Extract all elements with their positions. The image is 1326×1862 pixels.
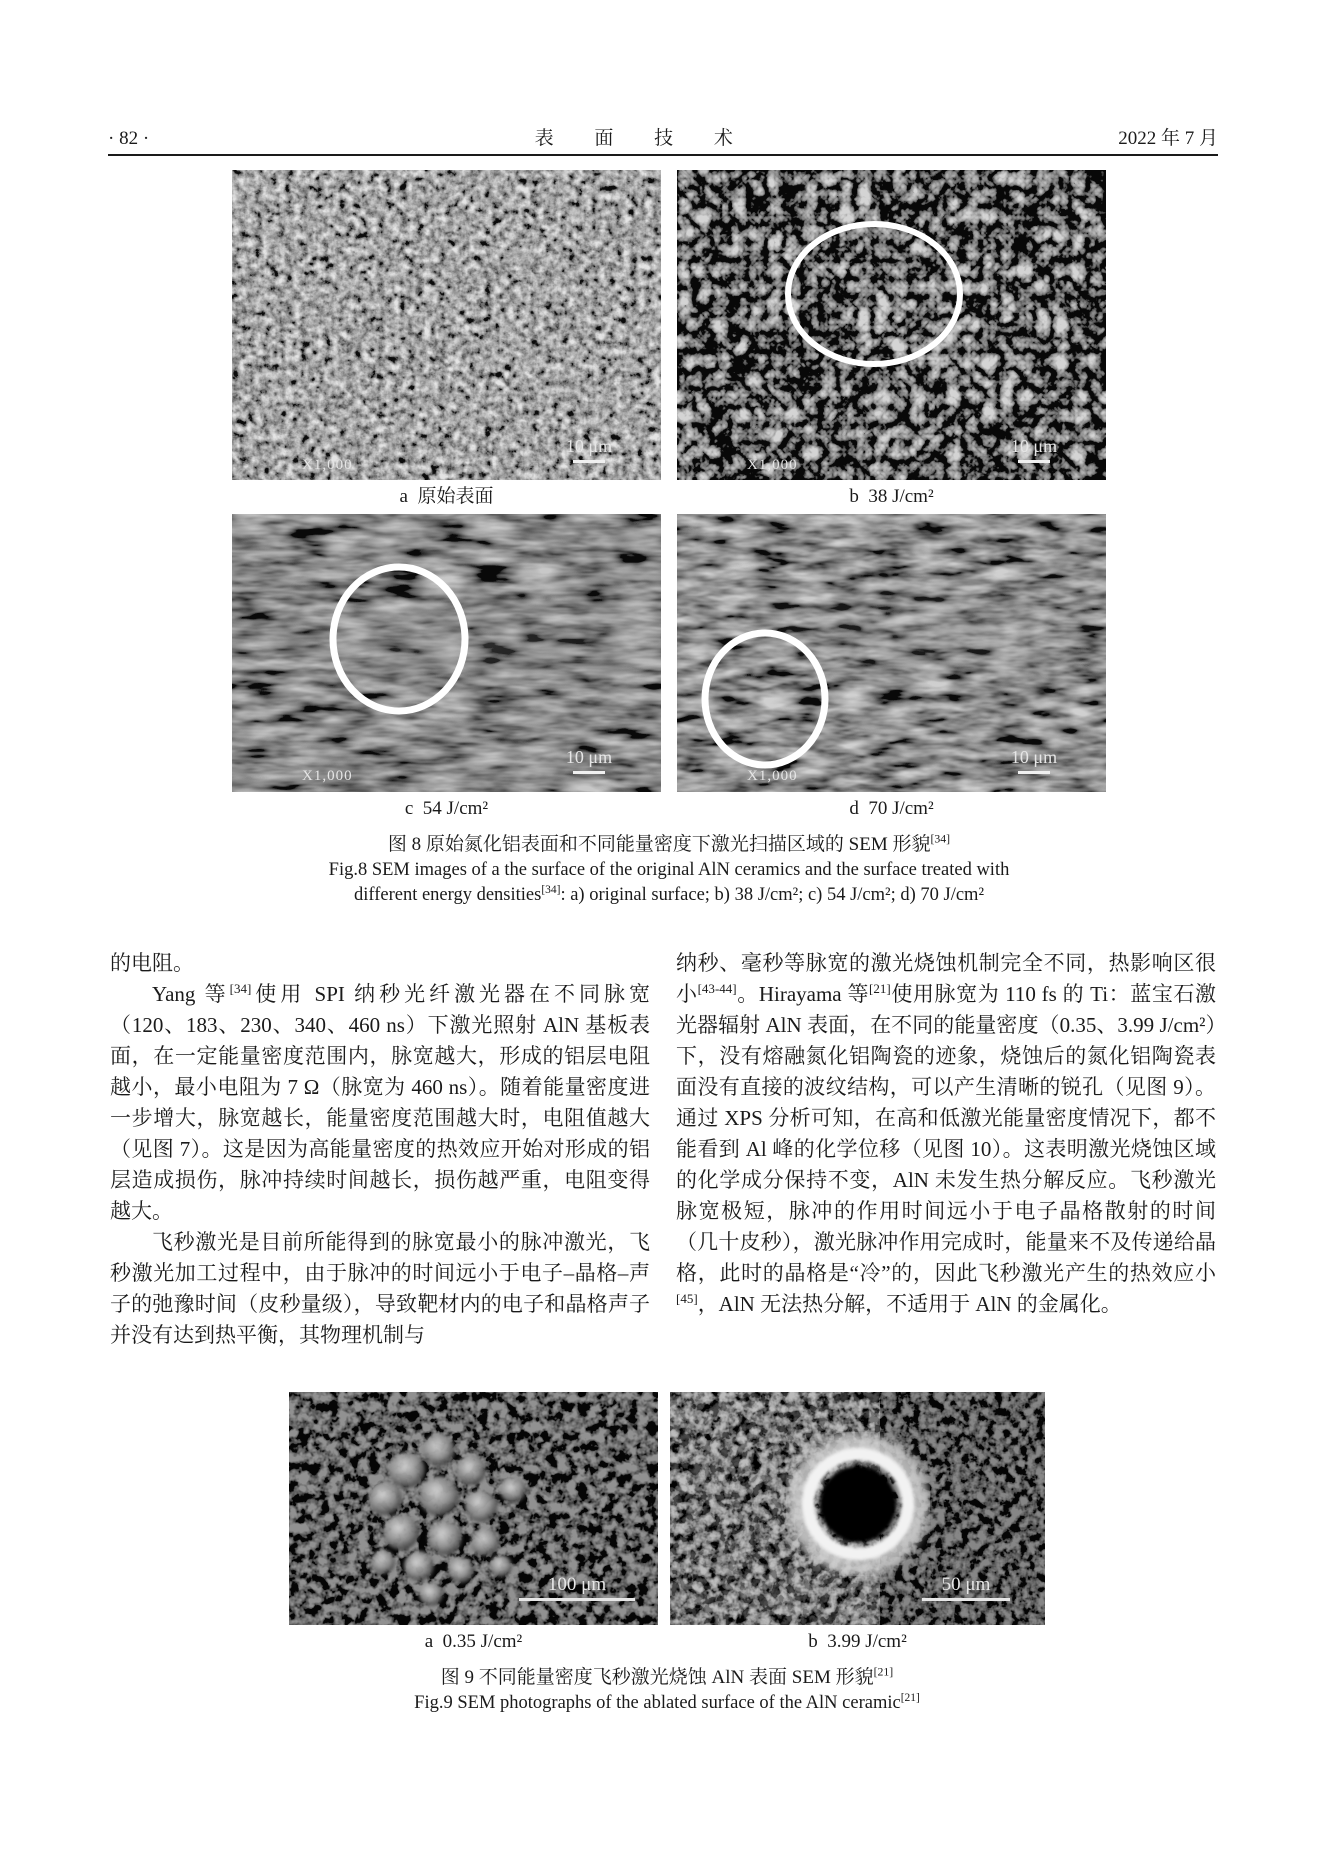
magnification-label: X1,000: [747, 768, 798, 784]
scale-bar-line: [573, 460, 605, 463]
scale-bar-line: [922, 1598, 1010, 1601]
column-left: [110, 948, 650, 1351]
figure-8-grid: [232, 170, 1106, 826]
paragraph: 的电阻。: [110, 951, 194, 975]
scale-bar-line: [519, 1598, 635, 1601]
sem-image-ablated-399jcm2: [670, 1392, 1045, 1625]
column-right: [676, 948, 1216, 1351]
page-header: [108, 114, 1218, 156]
scale-bar-line: [1018, 771, 1050, 774]
sem-image-ablated-035jcm2: [289, 1392, 658, 1625]
scale-bar-label: 50 μm: [941, 1574, 991, 1595]
figure-9: [289, 1392, 1045, 1716]
panel-label-d: d 70 J/cm²: [849, 798, 934, 819]
issue-date: 2022 年 7 月: [1118, 128, 1218, 149]
magnification-label: X1,000: [302, 457, 353, 473]
magnification-label: X1,000: [302, 768, 353, 784]
panel-label-c: c 54 J/cm²: [404, 798, 489, 819]
scale-bar-line: [573, 771, 605, 774]
sem-image-54jcm2: [232, 514, 661, 792]
figure-8-caption-zh: 图 8 原始氮化铝表面和不同能量密度下激光扫描区域的 SEM 形貌[34]: [387, 832, 951, 855]
figure-8: [232, 170, 1106, 908]
journal-title: 表 面 技 术: [534, 128, 751, 149]
scale-bar-label: 10 μm: [1010, 747, 1058, 767]
paragraph: Yang 等[34]使用 SPI 纳秒光纤激光器在不同脉宽（120、183、230、340、460 ns）下激光照射 AlN 基板表面，在一定能量密度范围内，脉宽越大，形成的铝层电阻越小，最小电阻为 7 Ω（脉宽为 460 ns）。随着能量密度进一步增大，脉宽越长，能量密度范围越大时，电阻值越大（见图 7）。这是因为高能量密度的热效应开始对形成的铝层造成损伤，脉冲持续时间越长，损伤越严重，电阻变得越大。: [110, 981, 650, 1223]
body-text: [110, 948, 1216, 1351]
panel-label-a: a 原始表面: [399, 486, 494, 507]
magnification-label: X1,000: [747, 457, 798, 473]
figure-9-grid: [289, 1392, 1045, 1659]
paragraph: 纳秒、毫秒等脉宽的激光烧蚀机制完全不同，热影响区很小[43-44]。Hirayama 等[21]使用脉宽为 110 fs 的 Ti：蓝宝石激光器辐射 AlN 表面，在不同的能量密度（0.35、3.99 J/cm²）下，没有熔融氮化铝陶瓷的迹象，烧蚀后的氮化铝陶瓷表面没有直接的波纹结构，可以产生清晰的锐孔（见图 9）。通过 XPS 分析可知，在高和低激光能量密度情况下，都不能看到 Al 峰的化学位移（见图 10）。这表明激光烧蚀区域的化学成分保持不变，AlN 未发生热分解反应。飞秒激光脉宽极短，脉冲的作用时间远小于电子晶格散射的时间（几十皮秒），激光脉冲作用完成时，能量来不及传递给晶格，此时的晶格是“冷”的，因此飞秒激光产生的热效应小[45]，AlN 无法热分解，不适用于 AlN 的金属化。: [676, 951, 1216, 1316]
sem-image-38jcm2: [677, 170, 1106, 480]
panel-label-b: b 38 J/cm²: [849, 486, 934, 507]
scale-bar-label: 10 μm: [1010, 436, 1058, 456]
page-number: · 82 ·: [108, 128, 150, 149]
scale-bar-label: 10 μm: [565, 747, 613, 767]
sem-image-70jcm2: [677, 514, 1106, 792]
figure-9-caption-en: Fig.9 SEM photographs of the ablated surface of the AlN ceramic[21]: [414, 1691, 920, 1713]
figure-8-caption-en-line1: Fig.8 SEM images of a the surface of the original AlN ceramics and the surface treated with: [328, 860, 1010, 880]
panel-label-fs-a: a 0.35 J/cm²: [424, 1631, 523, 1652]
sem-texture: [232, 170, 661, 480]
scale-bar-line: [1018, 460, 1050, 463]
scale-bar-label: 100 μm: [547, 1574, 607, 1595]
sem-image-original-surface: [232, 170, 661, 480]
scale-bar-label: 10 μm: [565, 436, 613, 456]
paragraph: 飞秒激光是目前所能得到的脉宽最小的脉冲激光，飞秒激光加工过程中，由于脉冲的时间远小于电子–晶格–声子的弛豫时间（皮秒量级），导致靶材内的电子和晶格声子并没有达到热平衡，其物理机制与: [110, 1230, 650, 1347]
figure-8-caption-en-line2: different energy densities[34]: a) original surface; b) 38 J/cm²; c) 54 J/cm²; d) 70 J/cm²: [354, 883, 984, 905]
sem-texture: [677, 170, 1106, 480]
figure-9-caption-zh: 图 9 不同能量密度飞秒激光烧蚀 AlN 表面 SEM 形貌[21]: [440, 1665, 894, 1688]
panel-label-fs-b: b 3.99 J/cm²: [808, 1631, 907, 1652]
